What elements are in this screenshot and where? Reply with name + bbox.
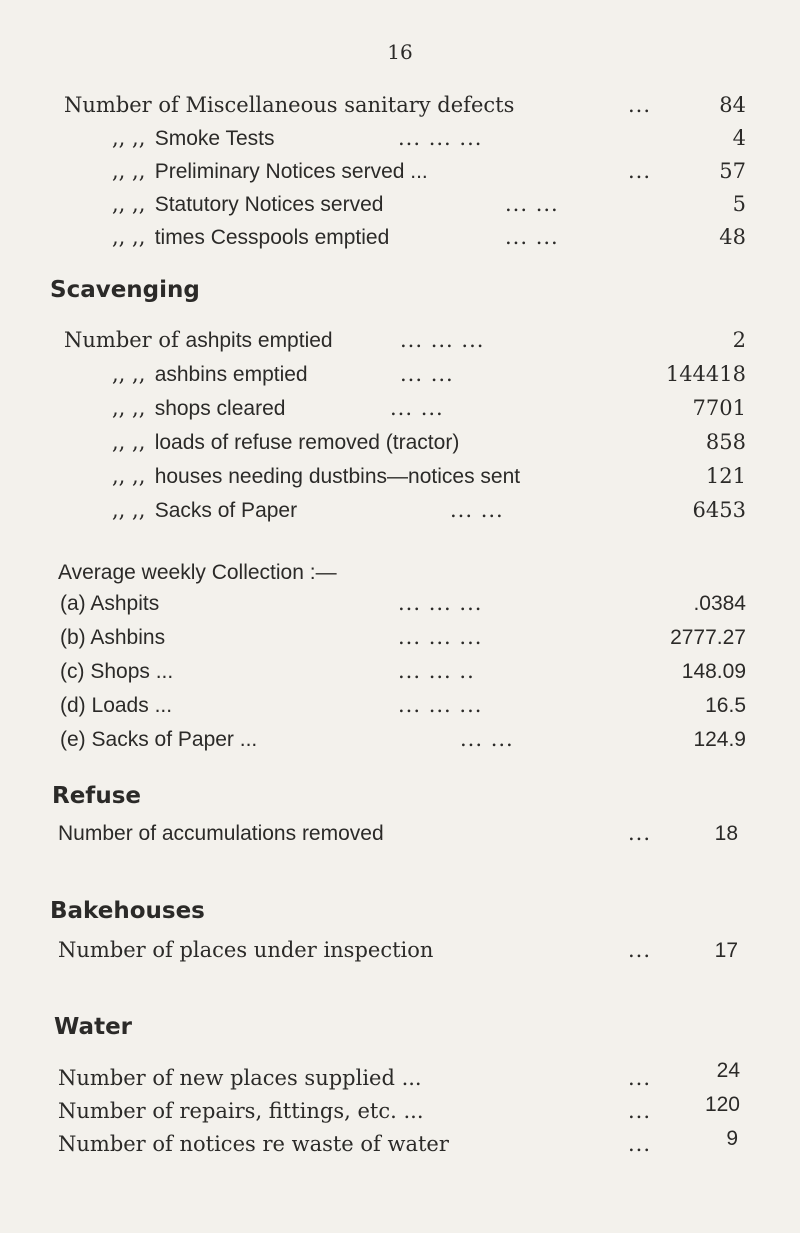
item-letter: (c) <box>60 660 85 683</box>
table-row <box>58 1101 424 1122</box>
row-value: 4 <box>732 126 746 150</box>
row-value: 9 <box>726 1127 738 1150</box>
row-value: 18 <box>714 822 738 845</box>
page-number: 16 <box>387 40 413 64</box>
row-label: loads of refuse removed (tractor) <box>154 431 460 454</box>
ditto-mark: ,, ,, <box>112 159 146 183</box>
table-row <box>64 95 514 116</box>
row-prefix: Number of <box>64 93 179 117</box>
table-row <box>112 227 389 248</box>
leader-dots: ... ... ... <box>398 693 483 717</box>
section-heading: Refuse <box>52 783 141 809</box>
leader-dots: ... ... .. <box>398 659 475 683</box>
table-row <box>60 593 159 614</box>
row-label: Sacks of Paper <box>154 499 298 522</box>
row-value: 24 <box>716 1059 740 1082</box>
row-label: Smoke Tests <box>154 127 275 150</box>
row-value: 144418 <box>665 362 746 386</box>
leader-dots: ... ... ... <box>400 328 485 352</box>
leader-dots: ... <box>628 1132 652 1156</box>
table-row <box>60 661 173 682</box>
row-label: Number of notices re waste of water <box>58 1132 449 1156</box>
ditto-mark: ,, ,, <box>112 498 146 522</box>
leader-dots: ... ... <box>505 225 559 249</box>
leader-dots: ... ... <box>390 396 444 420</box>
table-row <box>112 432 459 453</box>
table-row <box>64 330 333 351</box>
row-label: ashpits emptied <box>185 329 333 352</box>
row-label: shops cleared <box>154 397 286 420</box>
table-row <box>60 627 165 648</box>
table-row <box>112 194 383 215</box>
table-row <box>58 823 384 844</box>
row-value: 121 <box>705 464 746 488</box>
row-label: Number of accumulations removed <box>58 822 384 845</box>
ditto-mark: ,, ,, <box>112 126 146 150</box>
row-label: Statutory Notices served <box>154 193 384 216</box>
row-label: Number of new places supplied ... <box>58 1066 422 1090</box>
row-value: 858 <box>705 430 746 454</box>
leader-dots: ... <box>628 1099 652 1123</box>
row-value: 124.9 <box>693 728 746 751</box>
table-row <box>112 128 275 149</box>
row-value: 57 <box>719 159 746 183</box>
row-value: .0384 <box>693 592 746 615</box>
table-row <box>112 364 308 385</box>
row-label: Preliminary Notices served ... <box>154 160 428 183</box>
row-prefix: Number of <box>64 328 179 352</box>
row-value: 17 <box>714 939 738 962</box>
row-label: Sacks of Paper ... <box>91 728 258 751</box>
leader-dots: ... ... <box>505 192 559 216</box>
leader-dots: ... <box>628 938 652 962</box>
leader-dots: ... ... <box>400 362 454 386</box>
item-letter: (b) <box>60 626 86 649</box>
row-label: Miscellaneous sanitary defects <box>185 93 515 117</box>
table-row <box>60 729 257 750</box>
ditto-mark: ,, ,, <box>112 464 146 488</box>
item-letter: (d) <box>60 694 86 717</box>
row-label: Ashbins <box>90 626 166 649</box>
leader-dots: ... ... ... <box>398 625 483 649</box>
table-row <box>112 161 428 182</box>
row-value: 6453 <box>692 498 746 522</box>
leader-dots: ... <box>628 821 652 845</box>
leader-dots: ... <box>628 93 652 117</box>
table-row <box>58 940 433 961</box>
item-letter: (e) <box>60 728 86 751</box>
row-value: 5 <box>732 192 746 216</box>
row-label: houses needing dustbins—notices sent <box>154 465 521 488</box>
row-value: 7701 <box>692 396 746 420</box>
row-label: Loads ... <box>91 694 173 717</box>
leader-dots: ... <box>628 159 652 183</box>
item-letter: (a) <box>60 592 86 615</box>
table-row <box>112 398 285 419</box>
subsection-title: Average weekly Collection :— <box>58 561 337 584</box>
ditto-mark: ,, ,, <box>112 192 146 216</box>
leader-dots: ... ... ... <box>398 126 483 150</box>
row-label: Number of repairs, fittings, etc. ... <box>58 1099 424 1123</box>
table-row <box>58 1068 422 1089</box>
leader-dots: ... ... <box>460 727 514 751</box>
table-row <box>112 500 297 521</box>
ditto-mark: ,, ,, <box>112 396 146 420</box>
row-label: Ashpits <box>90 592 160 615</box>
row-value: 16.5 <box>705 694 746 717</box>
ditto-mark: ,, ,, <box>112 225 146 249</box>
row-label: Number of places under inspection <box>58 938 434 962</box>
row-label: ashbins emptied <box>154 363 308 386</box>
section-heading: Water <box>54 1014 133 1040</box>
leader-dots: ... <box>628 1066 652 1090</box>
row-value: 148.09 <box>681 660 746 683</box>
row-value: 84 <box>719 93 746 117</box>
table-row <box>112 466 520 487</box>
row-value: 2777.27 <box>670 626 746 649</box>
row-label: times Cesspools emptied <box>154 226 390 249</box>
ditto-mark: ,, ,, <box>112 362 146 386</box>
ditto-mark: ,, ,, <box>112 430 146 454</box>
row-label: Shops ... <box>90 660 174 683</box>
table-row <box>58 1134 449 1155</box>
leader-dots: ... ... ... <box>398 591 483 615</box>
table-row <box>60 695 172 716</box>
row-value: 2 <box>732 328 746 352</box>
section-heading: Bakehouses <box>50 898 205 924</box>
section-heading: Scavenging <box>50 277 200 303</box>
row-value: 48 <box>719 225 746 249</box>
leader-dots: ... ... <box>450 498 504 522</box>
row-value: 120 <box>704 1093 740 1116</box>
